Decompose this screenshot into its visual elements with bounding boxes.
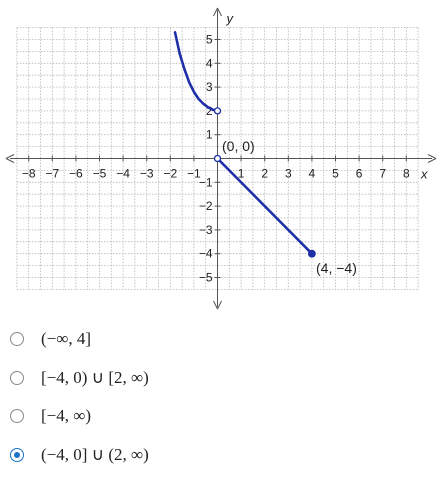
y-tick-label: −5	[198, 270, 213, 285]
x-tick-label: −7	[45, 166, 60, 181]
radio-button-4[interactable]	[10, 448, 24, 462]
y-tick-label: −2	[198, 199, 213, 214]
x-tick-label: −1	[187, 166, 201, 181]
x-tick-label: −2	[163, 166, 178, 181]
radio-button-1[interactable]	[10, 332, 24, 346]
y-tick-label: −3	[198, 222, 213, 237]
x-tick-label: −6	[69, 166, 83, 181]
choice-3[interactable]	[10, 402, 410, 430]
choice-2-label: [−4, 0) ∪ [2, ∞)	[41, 368, 149, 387]
x-tick-label: 5	[332, 166, 339, 181]
y-tick-label: 4	[205, 56, 213, 71]
x-tick-label: −8	[21, 166, 36, 181]
radio-button-3[interactable]	[10, 409, 24, 423]
x-tick-label: 4	[308, 166, 316, 181]
end-point-label: (4, −4)	[316, 260, 357, 276]
choice-3-label: [−4, ∞)	[41, 406, 92, 425]
choice-4[interactable]	[10, 441, 410, 469]
open-endpoint	[215, 156, 221, 162]
y-tick-label: 3	[205, 80, 213, 95]
y-tick-label: 5	[205, 32, 213, 47]
y-axis-name: y	[226, 11, 233, 26]
y-tick-label: 1	[205, 127, 213, 142]
origin-point-label: (0, 0)	[222, 138, 255, 154]
x-axis-name: x	[421, 166, 428, 182]
choice-2[interactable]	[10, 364, 410, 392]
y-tick-label: −4	[198, 246, 213, 261]
y-tick-label: 2	[205, 103, 213, 118]
x-tick-label: 6	[355, 166, 363, 181]
x-tick-label: −5	[92, 166, 107, 181]
x-tick-label: −3	[139, 166, 154, 181]
x-tick-label: −4	[116, 166, 130, 181]
x-tick-label: 3	[284, 166, 292, 181]
x-tick-label: 7	[379, 166, 387, 181]
choice-1[interactable]	[10, 325, 410, 353]
x-tick-label: 1	[237, 166, 245, 181]
choice-4-label: (−4, 0] ∪ (2, ∞)	[41, 445, 149, 464]
x-tick-label: 8	[402, 166, 410, 181]
x-tick-label: 2	[261, 166, 269, 181]
choice-1-label: (−∞, 4]	[41, 329, 92, 348]
closed-endpoint	[309, 250, 316, 257]
open-endpoint	[215, 108, 221, 114]
radio-button-2[interactable]	[10, 371, 24, 385]
y-tick-label: −1	[198, 175, 213, 190]
